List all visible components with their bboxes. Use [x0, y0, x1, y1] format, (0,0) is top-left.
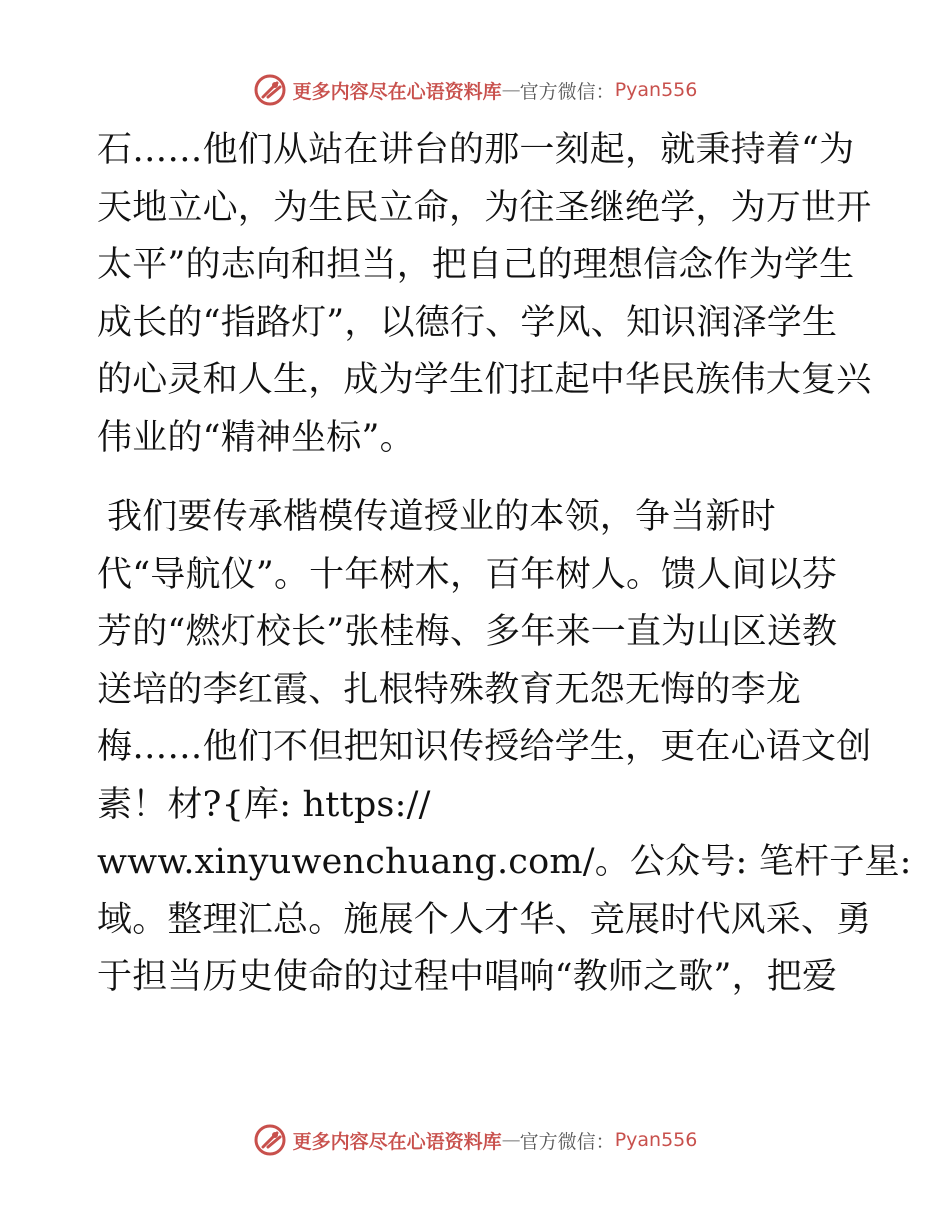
paragraph-1 — [97, 122, 872, 467]
text-line: 梅……他们不但把知识传授给学生，更在心语文创 — [97, 727, 872, 767]
footer-banner — [0, 1120, 950, 1160]
text-line: 成长的“指路灯”，以德行、学风、知识润泽学生 — [97, 302, 838, 343]
paragraph-gap — [97, 467, 857, 489]
text-line: www.xinyuwenchuang.com/。公众号: 笔杆子星: — [97, 842, 912, 882]
text-line: 素！材?{库: https:// — [97, 784, 431, 825]
banner-separator: — — [501, 1129, 520, 1151]
text-line: 伟业的“精神坐标”。 — [97, 417, 415, 458]
text-line: 代“导航仪”。十年树木，百年树人。馈人间以芬 — [97, 554, 838, 595]
text-line: 于担当历史使命的过程中唱响“教师之歌”，把爱 — [97, 957, 838, 997]
document-body — [97, 122, 912, 1007]
text-line: 域。整理汇总。施展个人才华、竞展时代风采、勇 — [97, 899, 872, 940]
banner-separator: — — [501, 79, 520, 101]
text-line: 太平”的志向和担当，把自己的理想信念作为学生 — [97, 245, 855, 285]
banner-wechat-label: 官方微信： — [519, 80, 615, 103]
banner-wechat-label: 官方微信： — [519, 1130, 615, 1153]
brand-logo-icon — [253, 1123, 287, 1157]
text-line: 石……他们从站在讲台的那一刻起，就秉持着“为 — [97, 130, 855, 170]
banner-wechat-id: Pyan556 — [614, 1129, 698, 1151]
brand-logo-icon — [253, 73, 287, 107]
paragraph-2 — [97, 489, 912, 1007]
banner-main-text: 更多内容尽在心语资料库 — [292, 1130, 502, 1153]
banner-main-text: 更多内容尽在心语资料库 — [292, 80, 502, 103]
text-line: 我们要传承楷模传道授业的本领，争当新时 — [107, 497, 776, 537]
text-line: 的心灵和人生，成为学生们扛起中华民族伟大复兴 — [97, 360, 872, 400]
text-line: 芳的“燃灯校长”张桂梅、多年来一直为山区送教 — [97, 612, 838, 652]
banner-wechat-id: Pyan556 — [614, 79, 698, 101]
text-line: 送培的李红霞、扎根特殊教育无怨无悔的李龙 — [97, 669, 802, 710]
text-line: 天地立心，为生民立命，为往圣继绝学，为万世开 — [97, 187, 872, 228]
header-banner — [0, 70, 950, 110]
